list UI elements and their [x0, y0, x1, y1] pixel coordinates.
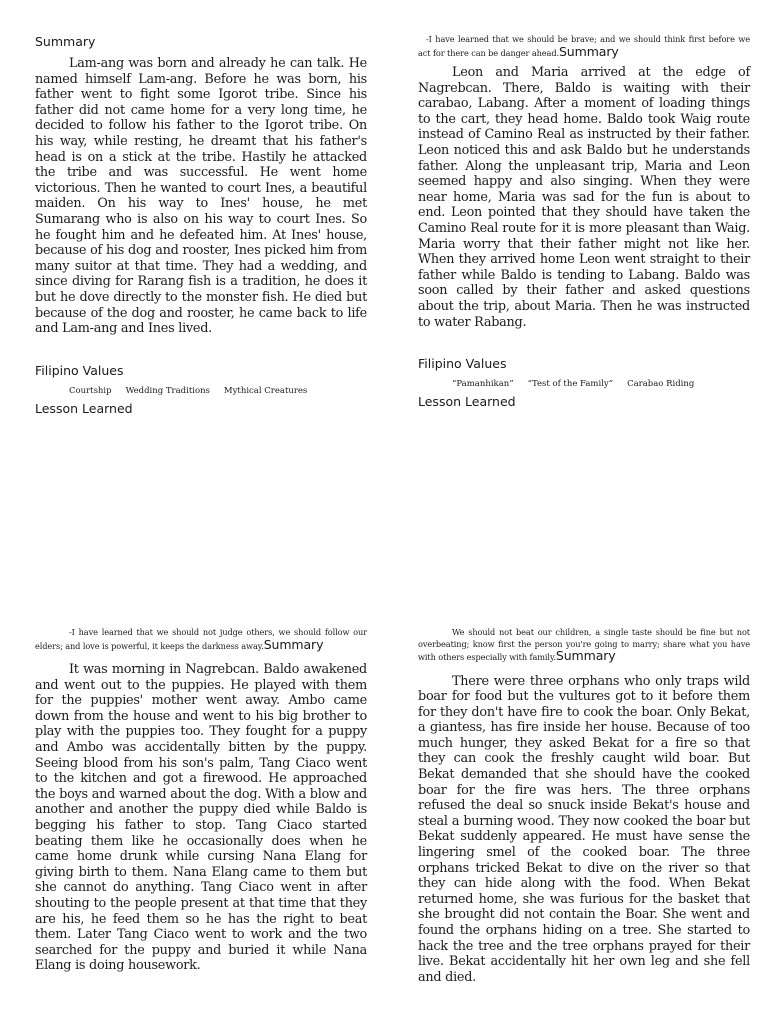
- quote-text: We should not beat our children, a single taste should be fine but not overbeating; know first the person you're going to marry; share what you have with others especially with family.: [418, 627, 750, 662]
- summary-heading: Summary: [558, 43, 619, 59]
- lesson-learned-heading: Lesson Learned: [35, 400, 133, 416]
- value-item: “Pamanhikan”: [452, 379, 514, 390]
- value-item: Courtship: [69, 385, 112, 396]
- summary-text: It was morning in Nagrebcan. Baldo awakened and went out to the puppies. He played with them for the puppies' mother went away. Ambo came down from the house and went to his big brother to play with the puppies too. They fought for a puppy and Ambo was accidentally bitten by the puppy. Seeing blood from his son's palm, Tang Ciaco went to the kitchen and got a firewood. He approached the boys and warned about the dog. With a blow and another and another the puppy died while Baldo is begging his father to stop. Tang Ciaco started beating them like he occasionally does when he came home drunk while cursing Nana Elang for giving birth to them. Nana Elang came to them but she cannot do anything. Tang Ciaco went in after shouting to the people present at that time that they are his, he feed them so he has the right to beat them. Later Tang Ciaco went to work and the two searched for the puppy and buried it while Nana Elang is doing housework.: [35, 662, 367, 974]
- summary-text: Leon and Maria arrived at the edge of Nagrebcan. There, Baldo is waiting with their carabao, Labang. After a moment of loading things to the cart, they head home. Baldo took Waig route instead of Camino Real as instructed by their father. Leon noticed this and ask Baldo but he understands father. Along the unpleasant trip, Maria and Leon seemed happy and also singing. When they were near home, Maria was sad for the fun is about to end. Leon pointed that they should have taken the Camino Real route for it is more pleasant than Waig. Maria worry that their father might not like her. When they arrived home Leon went straight to their father while Baldo is tending to Labang. Baldo was soon called by their father and asked questions about the trip, about Maria. Then he was instructed to water Rabang.: [418, 65, 750, 330]
- summary-text: Lam-ang was born and already he can talk. He named himself Lam-ang. Before he was born, his father went to fight some Igorot tribe. Since his father did not came home for a very long time, he decided to follow his father to the Igorot tribe. On his way, while resting, he dreamt that his father's head is on a stick at the tribe. Hastily he attacked the tribe and was successful. He went home victorious. Then he wanted to court Ines, a beautiful maiden. On his way to Ines' house, he met Sumarang who is also on his way to court Ines. So he fought him and he defeated him. At Ines' house, because of his dog and rooster, Ines picked him from many suitor at that time. They had a wedding, and since diving for Rarang fish is a tradition, he does it but he dove directly to the monster fish. He died but because of the dog and rooster, he came back to life and Lam-ang and Ines lived.: [35, 56, 367, 337]
- filipino-values-heading: Filipino Values: [418, 356, 507, 372]
- panel-puppies: [35, 627, 367, 974]
- lesson-quote: [418, 34, 750, 59]
- quote-text: -I have learned that we should not judge others, we should follow our elders; and love is powerful, it keeps the darkness away.: [35, 627, 367, 651]
- value-item: Carabao Riding: [627, 379, 695, 390]
- filipino-values-list: [418, 378, 750, 390]
- panel-lam-ang: [35, 34, 367, 417]
- value-item: Mythical Creatures: [223, 385, 308, 396]
- lesson-quote: [418, 627, 750, 664]
- value-item: “Test of the Family”: [527, 379, 614, 390]
- value-item: Wedding Traditions: [125, 385, 210, 396]
- lesson-learned-heading: Lesson Learned: [418, 394, 516, 410]
- filipino-values-list: [35, 385, 367, 397]
- summary-heading: Summary: [263, 636, 324, 652]
- panel-bekat: [418, 627, 750, 985]
- summary-text: There were three orphans who only traps wild boar for food but the vultures got to it before them for they don't have fire to cook the boar. Only Bekat, a giantess, has fire inside her house. Because of too much hunger, they asked Bekat for a fire so that they can cook the freshly caught wild boar. But Bekat demanded that she should have the cooked boar for the fire was hers. The three orphans refused the deal so snuck inside Bekat's house and steal a burning wood. They now cooked the boar but Bekat suddenly appeared. He must have sense the lingering smel of the cooked boar. The three orphans tricked Bekat to dive on the river so that they can hide along with the food. When Bekat returned home, she was furious for the basket that she brought did not contain the Boar. She went and found the orphans hiding on a tree. She started to hack the tree and the tree orphans prayed for their live. Bekat accidentally hit her own leg and she fell and died.: [418, 673, 750, 985]
- summary-heading: Summary: [35, 34, 96, 49]
- filipino-values-heading: Filipino Values: [35, 362, 124, 378]
- lesson-quote: [35, 627, 367, 652]
- quote-text: -I have learned that we should be brave; and we should think first before we act for there can be danger ahead.: [418, 34, 750, 58]
- summary-heading: Summary: [555, 648, 616, 663]
- panel-labang: [418, 34, 750, 410]
